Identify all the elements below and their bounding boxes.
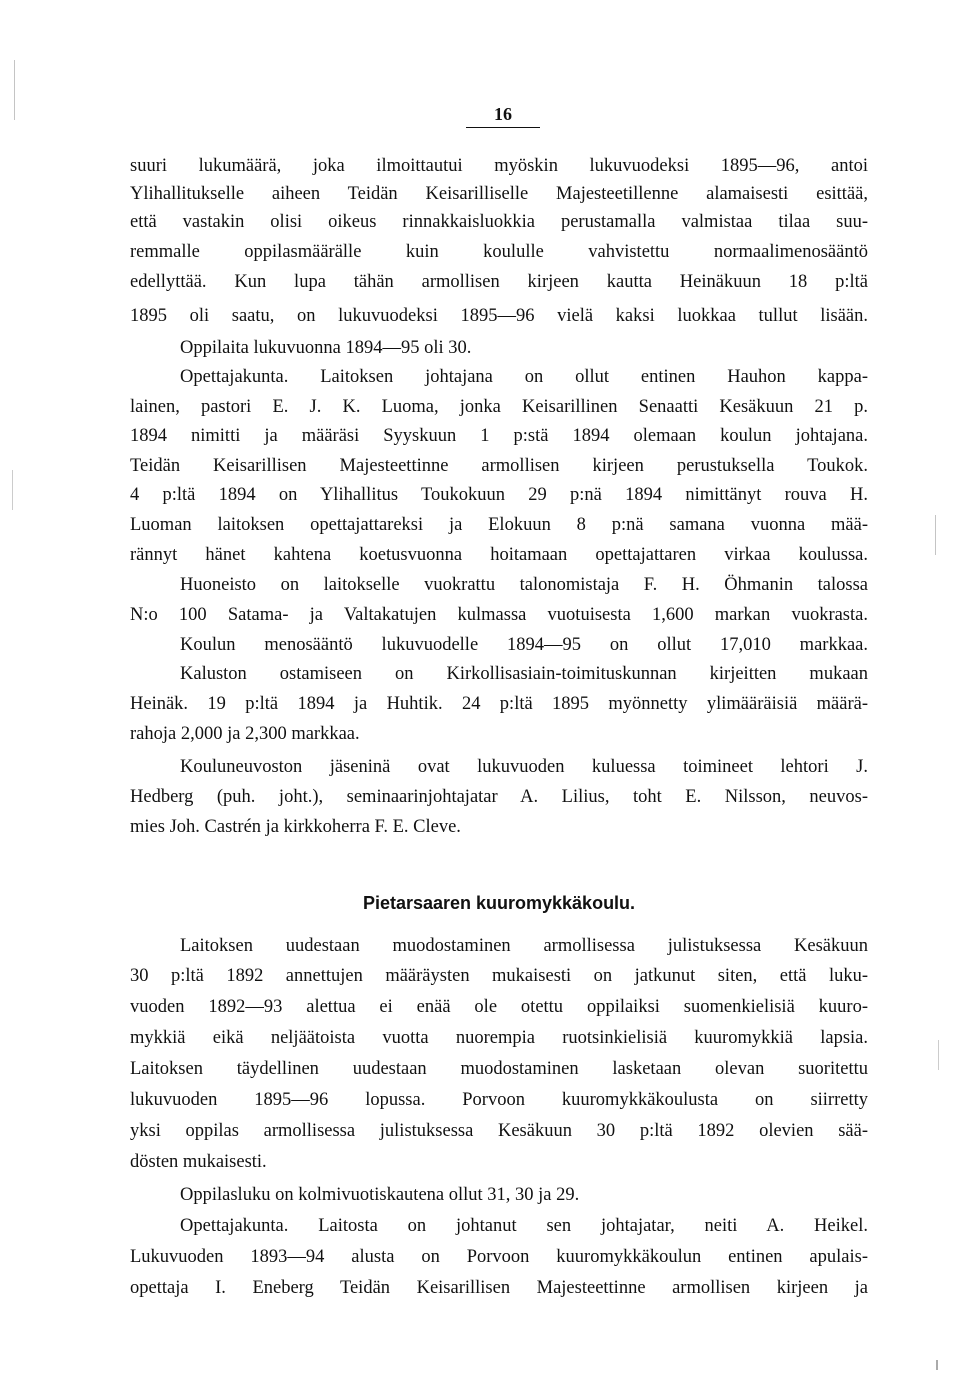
text-line: Kouluneuvoston jäseninä ovat lukuvuoden kuluessa toimineet lehtori J. — [180, 757, 868, 777]
text-line: Laitoksen uudestaan muodostaminen armollisessa julistuksessa Kesäkuun — [180, 936, 868, 956]
text-line: mies Joh. Castrén ja kirkkoherra F. E. Cleve. — [130, 817, 461, 837]
text-line: että vastakin olisi oikeus rinnakkaisluokkia perustamalla valmistaa tilaa suu- — [130, 212, 868, 232]
text-line: Teidän Keisarillisen Majesteettinne armollisen kirjeen perustuksella Toukok. — [130, 456, 868, 476]
text-line: Hedberg (puh. joht.), seminaarinjohtajatar A. Lilius, toht E. Nilsson, neuvos- — [130, 787, 868, 807]
text-line: N:o 100 Satama- ja Valtakatujen kulmassa vuotuisesta 1,600 markan vuokrasta. — [130, 605, 868, 625]
text-line: lukuvuoden 1895—96 lopussa. Porvoon kuuromykkäkoulusta on siirretty — [130, 1090, 868, 1110]
text-line: edellyttää. Kun lupa tähän armollisen kirjeen kautta Heinäkuun 18 p:ltä — [130, 272, 868, 292]
text-line: mykkiä eikä neljäätoista vuotta nuorempia ruotsinkielisiä kuuromykkiä lapsia. — [130, 1028, 868, 1048]
text-line: 4 p:ltä 1894 on Ylihallitus Toukokuun 29 p:nä 1894 nimittänyt rouva H. — [130, 485, 868, 505]
text-line: dösten mukaisesti. — [130, 1152, 267, 1172]
text-line: yksi oppilas armollisessa julistuksessa Kesäkuun 30 p:ltä 1892 olevien sää- — [130, 1121, 868, 1141]
page-number: 16 — [466, 104, 540, 128]
text-line: Lukuvuoden 1893—94 alusta on Porvoon kuuromykkäkoulun entinen apulais- — [130, 1247, 868, 1267]
text-line: suuri lukumäärä, joka ilmoittautui myöskin lukuvuodeksi 1895—96, antoi — [130, 156, 868, 176]
text-line: remmalle oppilasmäärälle kuin koululle vahvistettu normaalimenosääntö — [130, 242, 868, 262]
text-line: 1894 nimitti ja määräsi Syyskuun 1 p:stä 1894 olemaan koulun johtajana. — [130, 426, 868, 446]
text-line: Opettajakunta. Laitoksen johtajana on ollut entinen Hauhon kappa- — [180, 367, 868, 387]
text-line: 1895 oli saatu, on lukuvuodeksi 1895—96 vielä kaksi luokkaa tullut lisään. — [130, 306, 868, 326]
text-line: Oppilasluku on kolmivuotiskautena ollut 31, 30 ja 29. — [180, 1185, 580, 1205]
scan-mark — [14, 60, 15, 120]
text-line: vuoden 1892—93 alettua ei enää ole otettu oppilaiksi suomenkielisiä kuuro- — [130, 997, 868, 1017]
text-line: Ylihallitukselle aiheen Teidän Keisarilliselle Majesteetillenne alamaisesti esittää, — [130, 184, 868, 204]
scan-mark — [12, 470, 13, 510]
scan-mark — [935, 515, 936, 555]
text-line: lainen, pastori E. J. K. Luoma, jonka Keisarillinen Senaatti Kesäkuun 21 p. — [130, 397, 868, 417]
text-line: Oppilaita lukuvuonna 1894—95 oli 30. — [180, 338, 472, 358]
text-line: Kaluston ostamiseen on Kirkollisasiain-toimituskunnan kirjeitten mukaan — [180, 664, 868, 684]
text-line: Luoman laitoksen opettajattareksi ja Elokuun 8 p:nä samana vuonna mää- — [130, 515, 868, 535]
text-line: Opettajakunta. Laitosta on johtanut sen johtajatar, neiti A. Heikel. — [180, 1216, 868, 1236]
text-line: Laitoksen täydellinen uudestaan muodostaminen lasketaan olevan suoritettu — [130, 1059, 868, 1079]
text-line: rännyt hänet kahtena koetusvuonna hoitamaan opettajattaren virkaa koulussa. — [130, 545, 868, 565]
scan-mark — [938, 1040, 939, 1070]
text-line: rahoja 2,000 ja 2,300 markkaa. — [130, 724, 360, 744]
text-line: Heinäk. 19 p:ltä 1894 ja Huhtik. 24 p:ltä 1895 myönnetty ylimääräisiä määrä- — [130, 694, 868, 714]
text-line: opettaja I. Eneberg Teidän Keisarillisen Majesteettinne armollisen kirjeen ja — [130, 1278, 868, 1298]
text-line: Koulun menosääntö lukuvuodelle 1894—95 on ollut 17,010 markkaa. — [180, 635, 868, 655]
text-line: 30 p:ltä 1892 annettujen määräysten mukaisesti on jatkunut siten, että luku- — [130, 966, 868, 986]
section-heading: Pietarsaaren kuuromykkäkoulu. — [362, 893, 636, 913]
text-line: Huoneisto on laitokselle vuokrattu talonomistaja F. H. Öhmanin talossa — [180, 575, 868, 595]
scan-mark — [936, 1360, 938, 1370]
